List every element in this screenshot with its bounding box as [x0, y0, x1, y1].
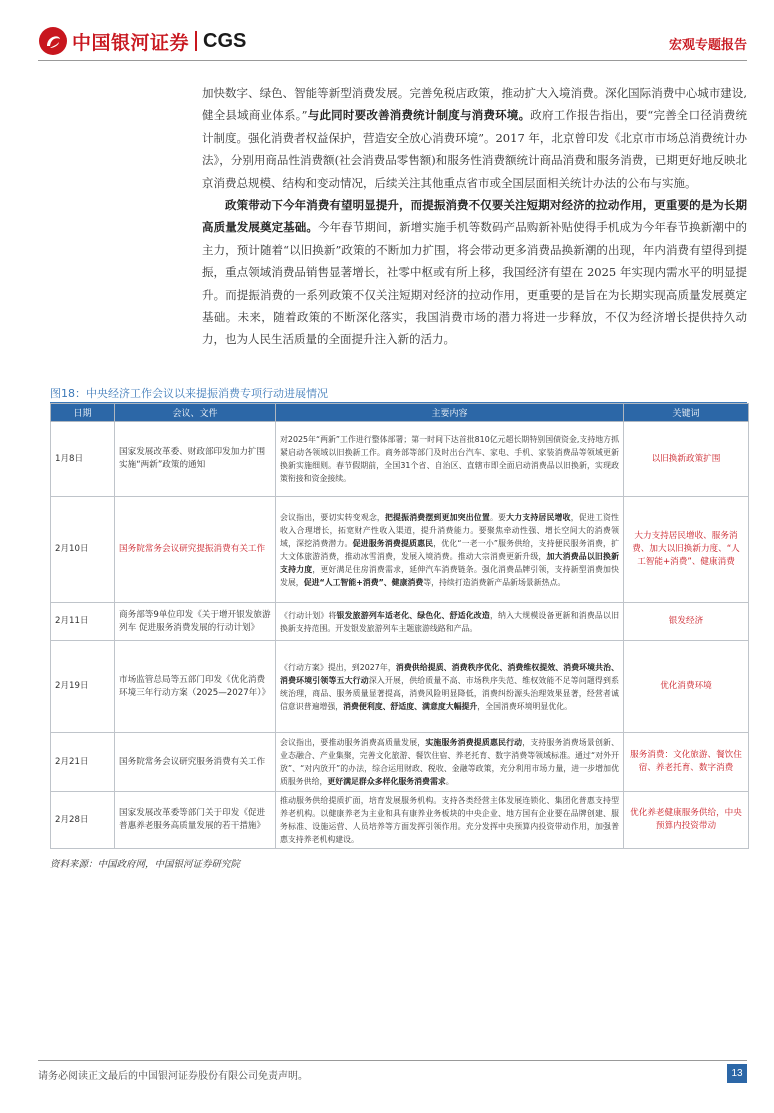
header-date: 日期: [51, 404, 115, 422]
text-segment: 。要: [489, 512, 507, 522]
text-segment: 对2025年“两新”工作进行整体部署；第一时间下达首批810亿元超长期特别国债资金,支持地方抓紧启动各领域以旧换新工作。商务部等部门及时出台汽车、家电、手机、家装消费品等领域更新换新实施细则。春节假期前，全国31个省、自治区、直辖市即全面启动消费品以旧换新，实现政策衔接和资金接续。: [280, 435, 619, 483]
cgs-logo-icon: [38, 26, 68, 56]
bold-text-segment: 大力支持居民增收: [506, 512, 571, 522]
row-meeting: 国家发展改革委、财政部印发加力扩围实施“两新”政策的通知: [115, 422, 276, 497]
logo-separator: [195, 31, 197, 51]
row-meeting: 国务院常务会议研究提振消费有关工作: [115, 497, 276, 603]
text-segment: 会议指出，要切实转变观念，: [280, 512, 385, 522]
table-row: [51, 641, 749, 733]
text-segment: ，全国消费环境明显优化。: [477, 701, 572, 711]
table-header-row: [51, 404, 749, 422]
footer-disclaimer: 请务必阅读正文最后的中国银河证券股份有限公司免责声明。: [38, 1071, 308, 1082]
bold-text-segment: 促进服务消费提质惠民: [352, 538, 434, 548]
figure-title: 图18：中央经济工作会议以来提振消费专项行动进展情况: [50, 387, 328, 400]
row-keyword: 以旧换新政策扩围: [624, 422, 749, 497]
text-segment: ，纳入大规模设备更新和消费品以旧换新支持范围。开发银发旅游列车主题旅游线路和产品。: [280, 610, 619, 633]
table-row: [51, 497, 749, 603]
body-text: [202, 82, 747, 351]
header-content: 主要内容: [276, 404, 624, 422]
row-content: [276, 792, 624, 849]
company-name-en: CGS: [203, 29, 247, 52]
text-segment: 深入开展，供给质量不高、市场秩序失范、维权效能不足等问题得到系统治理，商品、服务质量显著提高，消费风险明显降低，消费纠纷源头治理效果显著，经营者诚信意识普遍增强，: [280, 675, 619, 711]
paragraph-1: [202, 82, 747, 194]
bold-text-segment: 银发旅游列车适老化、绿色化、舒适化改造: [336, 610, 490, 620]
bold-text-segment: 消费供给提质、消费秩序优化、消费维权提效、消费环境共治、消费环境引领等五大行动: [280, 662, 619, 685]
text-segment: 加快数字、绿色、智能等新型消费发展。完善免税店政策，推动扩大入境消费。深化国际消费中心城市建设,健全县域商业体系。”: [202, 86, 747, 123]
row-meeting: 商务部等9单位印发《关于增开银发旅游列车 促进服务消费发展的行动计划》: [115, 603, 276, 641]
text-segment: 。: [445, 777, 454, 786]
page-number: 13: [727, 1064, 747, 1083]
row-keyword: 服务消费：文化旅游、餐饮住宿、养老托育、数字消费: [624, 733, 749, 792]
row-date: 2月11日: [51, 603, 115, 641]
row-keyword: 银发经济: [624, 603, 749, 641]
row-keyword: 大力支持居民增收、服务消费、加大以旧换新力度、“人工智能+消费”、健康消费: [624, 497, 749, 603]
row-date: 2月28日: [51, 792, 115, 849]
company-name-cn: 中国银河证券: [72, 31, 190, 54]
bold-text-segment: 加大消费品以旧换新支持力度: [280, 551, 619, 574]
bold-text-segment: 促进“人工智能+消费”、健康消费: [303, 577, 424, 587]
table-row: [51, 603, 749, 641]
bold-text-segment: 更好满足群众多样化服务消费需求: [327, 777, 446, 786]
text-segment: 会议指出，要推动服务消费高质量发展，: [280, 738, 426, 747]
header-divider: [38, 60, 747, 61]
bold-text-segment: 政策带动下今年消费有望明显提升，而提振消费不仅要关注短期对经济的拉动作用，更重要的是为长期高质量发展奠定基础。: [202, 198, 747, 235]
policy-table: [50, 403, 749, 849]
row-keyword: 优化养老健康服务供给，中央预算内投资带动: [624, 792, 749, 849]
text-segment: ，更好满足住房消费需求，延伸汽车消费链条。强化消费品牌引领，支持新型消费加快发展，: [280, 564, 619, 587]
company-logo: [38, 26, 246, 56]
header-meeting: 会议、文件: [115, 404, 276, 422]
header-keyword: 关键词: [624, 404, 749, 422]
text-segment: 推动服务供给提质扩面，培育发展服务机构。支持各类经营主体发展连锁化、集团化普惠支持型养老机构。以健康养老为主业和具有康养业务板块的中央企业、地方国有企业要在品牌创建、服务标准、设施运营、人员培养等方面发挥引领作用。充分发挥中央预算内投资带动作用，加强普惠支持养老机构建设。: [280, 796, 619, 844]
bold-text-segment: 把提振消费摆到更加突出位置: [384, 512, 490, 522]
row-content: [276, 733, 624, 792]
row-content: [276, 603, 624, 641]
text-segment: 今年春节期间，新增实施手机等数码产品购新补贴使得手机成为今年春节换新潮中的主力，预计随着“以旧换新”政策的不断加力扩围，将会带动更多消费品换新潮的出现，年内消费有望得到提振，重点领域消费品销售显著增长，社零中枢或有所上移，我国经济有望在 2025 年实现内需水平的明显提升。而提振消费的一系列政策不仅关注短期对经济的拉动作用，更重要的是旨在为长期实现高质量发展奠定基础。未来，随着政策的不断深化落实，我国消费市场的潜力将进一步释放，不仅为经济增长提供持久动力，也为人民生活质量的全面提升注入新的活力。: [202, 220, 748, 347]
row-date: 2月10日: [51, 497, 115, 603]
source-note: 资料来源：中国政府网，中国银河证券研究院: [50, 859, 241, 870]
row-content: [276, 497, 624, 603]
row-meeting: 国务院常务会议研究服务消费有关工作: [115, 733, 276, 792]
report-type: 宏观专题报告: [668, 38, 747, 53]
row-date: 1月8日: [51, 422, 115, 497]
footer-divider: [38, 1060, 747, 1061]
table-body: [51, 422, 749, 849]
table-row: [51, 422, 749, 497]
text-segment: 政府工作报告指出，要“完善全口径消费统计制度。强化消费者权益保护，营造安全放心消费环境”。2017 年，北京曾印发《北京市市场总消费统计办法》，分别用商品性消费额(社会消费品零售额)和服务性消费额统计商品消费和服务消费，已期更好地反映北京消费总规模、结构和变动情况，后续关注其他重点省市或全国层面相关统计办法的公布与实施。: [202, 108, 747, 190]
row-date: 2月21日: [51, 733, 115, 792]
bold-text-segment: 与此同时要改善消费统计制度与消费环境。: [307, 108, 531, 123]
text-segment: ，优化“一老一小”服务供给，支持便民服务消费，扩大文体旅游消费，推动冰雪消费，发展入境消费。推动大宗消费更新升级，: [280, 538, 619, 561]
table-row: [51, 733, 749, 792]
text-segment: 等，持续打造消费新产品新场景新热点。: [423, 577, 566, 587]
row-content: [276, 422, 624, 497]
bold-text-segment: 实施服务消费提质惠民行动: [425, 738, 523, 747]
bold-text-segment: 消费便利度、舒适度、满意度大幅提升: [343, 701, 478, 711]
text-segment: 《行动方案》提出，到2027年，: [280, 662, 396, 672]
text-segment: ，促进工资性收入合理增长，拓宽财产性收入渠道，提升消费能力。要聚焦牵动性强、增长空间大的消费领域，深挖消费潜力。: [280, 512, 619, 548]
table-row: [51, 792, 749, 849]
text-segment: ，支持服务消费场景创新、业态融合、产业集聚，完善文化旅游、餐饮住宿、养老托育、数字消费等领域标准。通过“对外开放”、“对内放开”的办法，综合运用财政、税收、金融等政策，充分利用市场力量，进一步增加优质服务供给，: [280, 738, 619, 786]
row-meeting: 国家发展改革委等部门关于印发《促进普惠养老服务高质量发展的若干措施》: [115, 792, 276, 849]
text-segment: 《行动计划》将: [280, 610, 337, 620]
row-date: 2月19日: [51, 641, 115, 733]
row-keyword: 优化消费环境: [624, 641, 749, 733]
row-content: [276, 641, 624, 733]
page-header: [0, 0, 774, 62]
row-meeting: 市场监管总局等五部门印发《优化消费环境三年行动方案（2025—2027年）》: [115, 641, 276, 733]
paragraph-2: [202, 194, 747, 351]
